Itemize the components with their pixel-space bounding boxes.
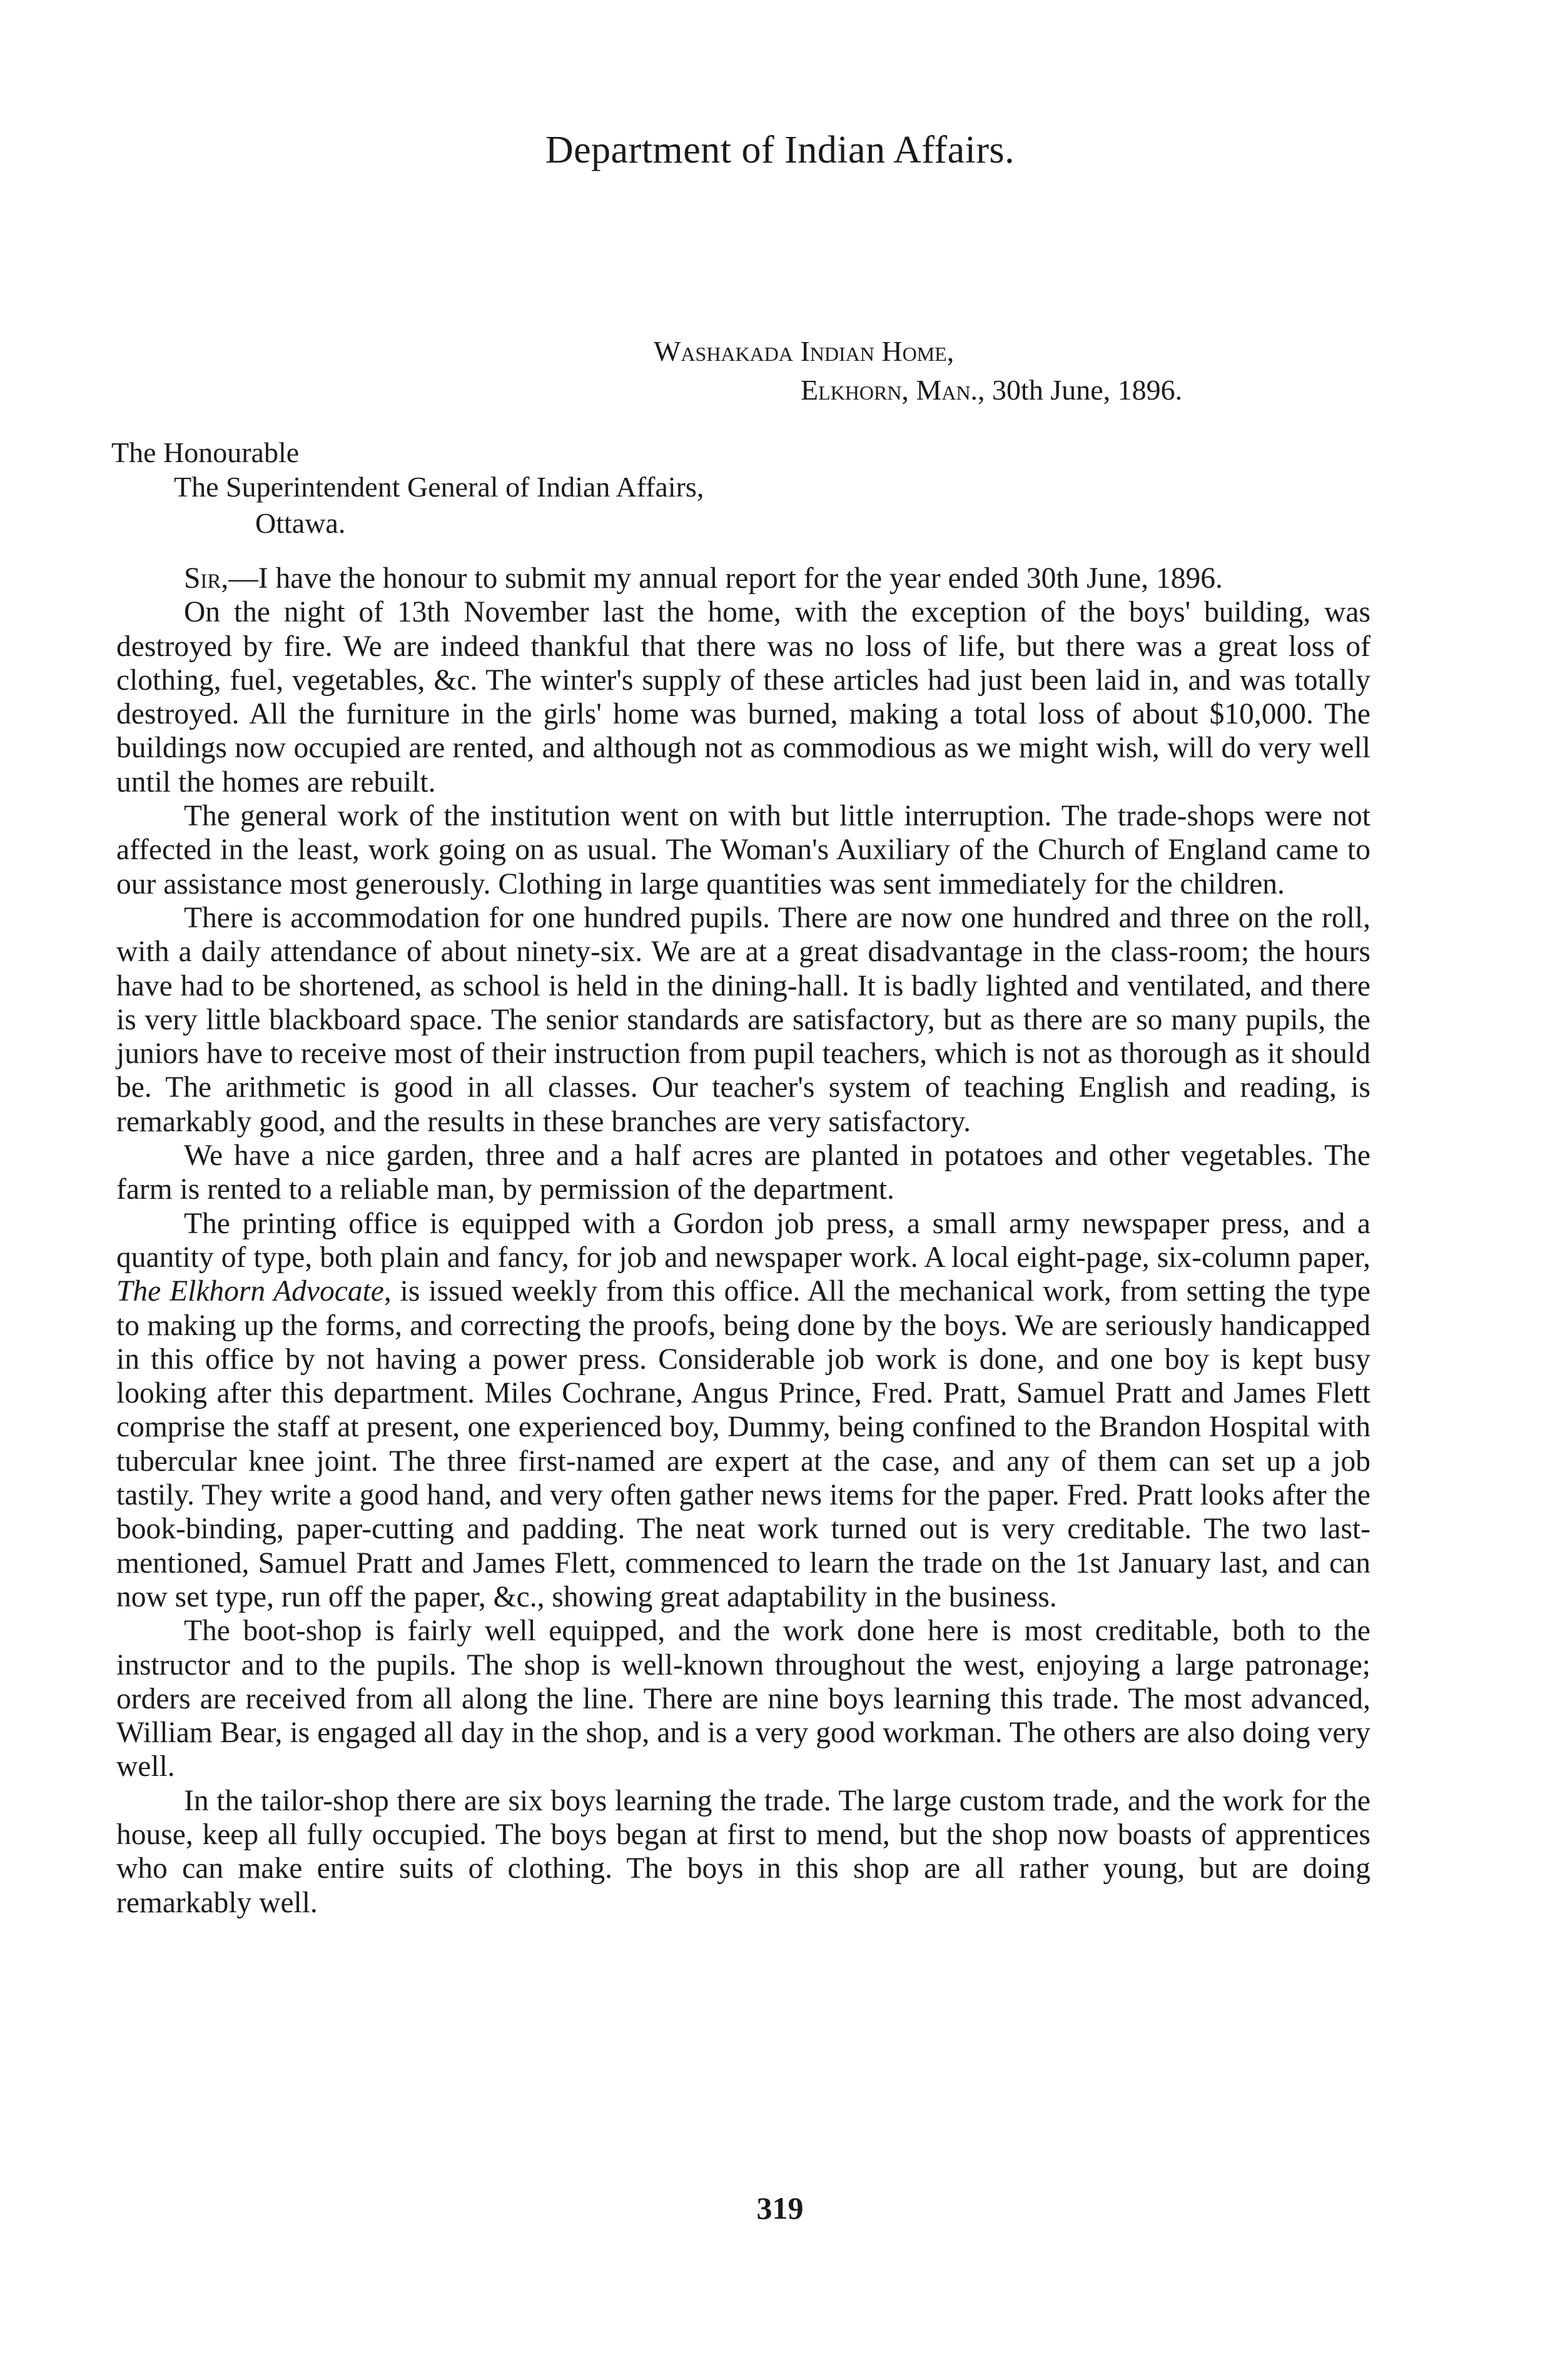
address-line-home: Washakada Indian Home, [654,335,955,367]
paragraph-school: There is accommodation for one hundred pupils. There are now one hundred and three on the roll, with a daily attendance of about ninety-six. We are at a great disadvantage in the class-room; the hours have had to be shortened, as school is held in the dining-hall. It is badly lighted and ventilated, and there is very little blackboard space. The senior standards are satisfactory, but as there are so many pupils, the juniors have to receive most of their instruction from pupil teachers, which is not as thorough as it should be. The arithmetic is good in all classes. Our teacher's system of teaching English and reading, is remarkably good, and the results in these branches are very satisfactory. [116,901,1370,1138]
page-number: 319 [756,2191,804,2226]
paragraph-boot-shop: The boot-shop is fairly well equipped, and the work done here is most creditable, both to the instructor and to the pupils. The shop is well-known throughout the west, enjoying a large patronage; orders are received from all along the line. There are nine boys learning this trade. The most advanced, William Bear, is engaged all day in the shop, and is a very good workman. The others are also doing very well. [116,1615,1370,1783]
address-place: Elkhorn, Man., [801,374,985,406]
address-line-place-date [801,373,1182,406]
report-body [116,562,1370,1920]
paragraph-fire: On the night of 13th November last the home, with the exception of the boys' building, was destroyed by fire. We are indeed thankful that there was no loss of life, but there was a great loss of clothing, fuel, vegetables, &c. The winter's supply of these articles had just been laid in, and was totally destroyed. All the furniture in the girls' home was burned, making a total loss of about $10,000. The buildings now occupied are rented, and although not as commodious as we might wish, will do very well until the homes are rebuilt. [116,596,1370,799]
paragraph-printing-office [116,1207,1370,1615]
paragraph-tailor-shop: In the tailor-shop there are six boys learning the trade. The large custom trade, and the work for the house, keep all fully occupied. The boys began at first to mend, but the shop now boasts of apprentices who can make entire suits of clothing. The boys in this shop are all rather young, but are doing remarkably well. [116,1784,1370,1919]
recipient-line-3: Ottawa. [255,507,346,539]
page-title: Department of Indian Affairs. [545,129,1015,171]
paragraph-opening-text: —I have the honour to submit my annual report for the year ended 30th June, 1896. [228,562,1223,595]
salutation-sir: Sir, [184,562,229,595]
address-date: 30th June, 1896. [985,374,1183,406]
recipient-line-1: The Honourable [111,436,300,468]
printing-text-a: The printing office is equipped with a Gordon job press, a small army newspaper press, and a quantity of type, both plain and fancy, for job and newspaper work. A local eight-page, six-column paper, [116,1207,1370,1274]
paragraph-garden: We have a nice garden, three and a half acres are planted in potatoes and other vegetables. The farm is rented to a reliable man, by permission of the department. [116,1139,1370,1206]
newspaper-title: The Elkhorn Advocate [116,1275,384,1308]
printing-text-b: , is issued weekly from this office. All the mechanical work, from setting the type to making up the forms, and correcting the proofs, being done by the boys. We are seriously handicapped in this office by not having a power press. Considerable job work is done, and one boy is kept busy looking after this department. Miles Cochrane, Angus Prince, Fred. Pratt, Samuel Pratt and James Flett comprise the staff at present, one experienced boy, Dummy, being confined to the Brandon Hospital with tubercular knee joint. The three first-named are expert at the case, and any of them can set up a job tastily. They write a good hand, and very often gather news items for the paper. Fred. Pratt looks after the book-binding, paper-cutting and padding. The neat work turned out is very creditable. The two last-mentioned, Samuel Pratt and James Flett, commenced to learn the trade on the 1st January last, and can now set type, run off the paper, &c., showing great adaptability in the business. [116,1275,1370,1613]
recipient-line-2: The Superintendent General of Indian Affairs, [174,471,704,503]
paragraph-general-work: The general work of the institution went on with but little interruption. The trade-shops were not affected in the least, work going on as usual. The Woman's Auxiliary of the Church of England came to our assistance most generously. Clothing in large quantities was sent immediately for the children. [116,800,1370,900]
paragraph-opening [116,562,1370,595]
